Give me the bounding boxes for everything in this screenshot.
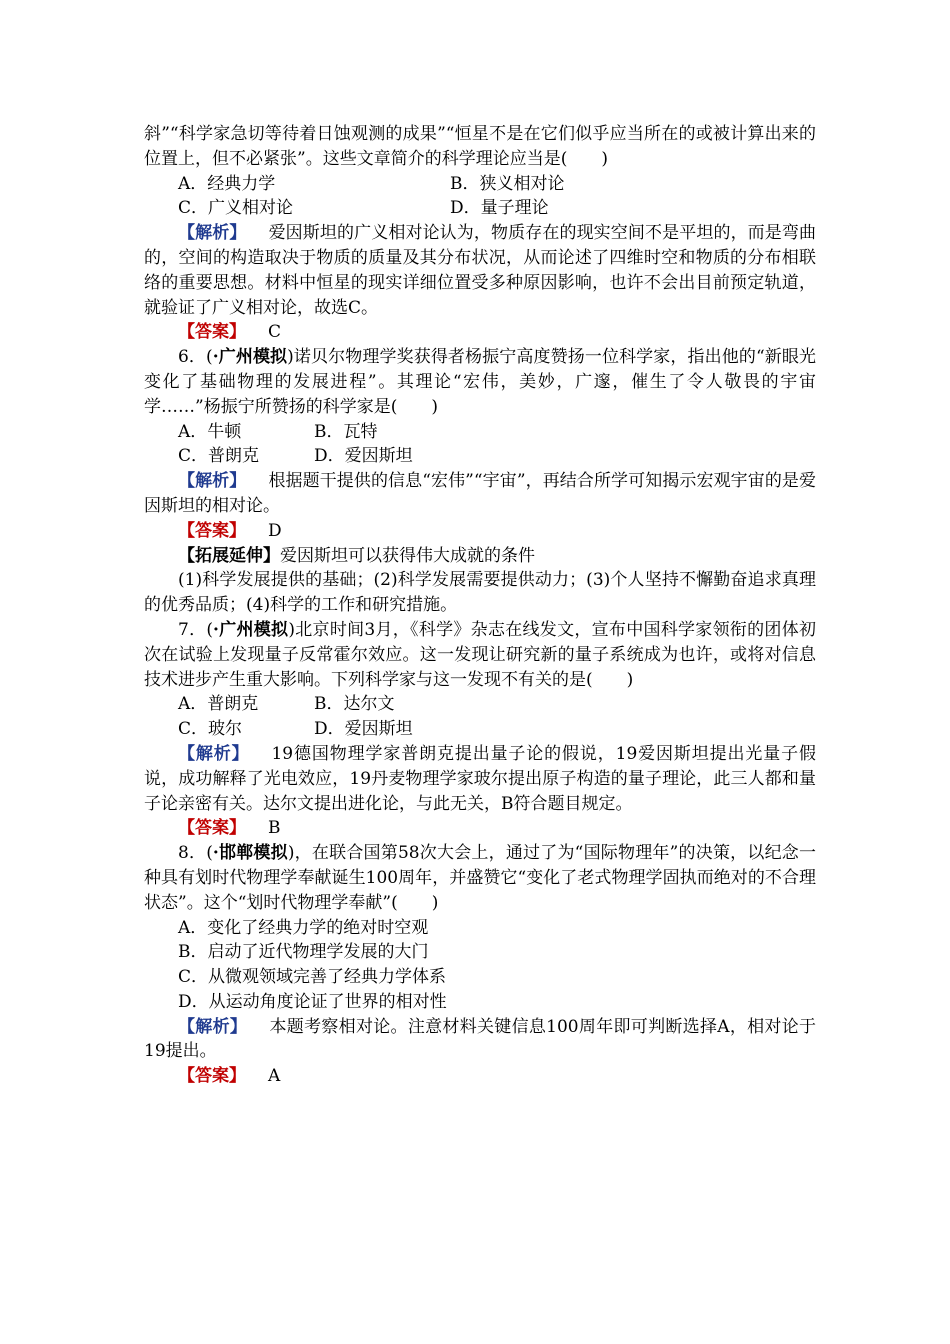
extend-label: 【拓展延伸】 [178,545,280,566]
q6-answer-value: D [268,520,282,541]
q5-option-a: A．经典力学 [178,173,276,194]
q6-option-b: B．瓦特 [314,421,378,442]
q7-stem [144,618,816,692]
q5-answer [144,320,816,345]
q7-source: ·广州模拟 [213,619,289,640]
q5-analysis [144,221,816,320]
q7-option-d: D．爱因斯坦 [314,719,413,740]
q8-option-c: C．从微观领域完善了经典力学体系 [178,967,447,988]
analysis-label: 【解析】 [178,471,247,492]
q8-text: )，在联合国第58次大会上，通过了为“国际物理年”的决策，以纪念一种具有划时代物理学奉献诞生100周年，并盛赞它“变化了老式物理学固执而绝对的不合理状态”。这个“划时代物理学奉献”( ) [144,843,816,913]
q7-option-a: A．普朗克 [178,694,259,715]
q6-option-d: D．爱因斯坦 [314,446,413,467]
q6-analysis-text: 根据题干提供的信息“宏伟”“宇宙”，再结合所学可知揭示宏观宇宙的是爱因斯坦的相对论。 [144,471,817,516]
q8-answer [144,1064,816,1089]
answer-label: 【答案】 [178,520,246,541]
q5-analysis-text: 爱因斯坦的广义相对论认为，物质存在的现实空间不是平坦的，而是弯曲的，空间的构造取决于物质的质量及其分布状况，从而论述了四维时空和物质的分布相联络的重要思想。材料中恒星的现实详细位置受多种原因影响，也许不会出目前预定轨道，就验证了广义相对论，故选C。 [144,223,817,318]
q6-options-row-1 [144,420,816,445]
q6-stem [144,345,816,419]
q8-source: ·邯郸模拟 [212,843,288,864]
q6-extend-body: (1)科学发展提供的基础；(2)科学发展需要提供动力；(3)个人坚持不懈勤奋追求真理的优秀品质；(4)科学的工作和研究措施。 [144,570,816,616]
q8-option-d: D．从运动角度论证了世界的相对性 [178,991,447,1012]
q7-text: )北京时间3月，《科学》杂志在线发文，宣布中国科学家领衔的团体初次在试验上发现量子反常霍尔效应。这一发现让研究新的量子系统成为也许，或将对信息技术进步产生重大影响。下列科学家与这一发现不有关的是( ) [144,619,816,690]
q5-answer-value: C [268,322,282,343]
q5-option-d: D．量子理论 [450,198,549,219]
q6-option-a: A．牛顿 [178,421,242,442]
q8-analysis [144,1015,816,1065]
q7-option-b: B．达尔文 [314,694,395,715]
q8-stem [144,841,816,915]
q5-options-row-2 [144,196,816,221]
q7-number: 7．( [178,619,214,640]
analysis-label: 【解析】 [178,743,250,764]
q7-analysis [144,742,816,816]
q7-answer [144,816,816,841]
q6-answer [144,519,816,544]
q6-extend-title [144,544,816,569]
answer-label: 【答案】 [178,1066,246,1087]
q5-option-b: B．狭义相对论 [450,173,565,194]
q7-answer-value: B [268,818,281,839]
document-page [144,122,816,1089]
q6-options-row-2 [144,444,816,469]
q8-analysis-text: 本题考察相对论。注意材料关键信息100周年即可判断选择A，相对论于19提出。 [144,1016,817,1062]
q7-option-c: C．玻尔 [178,719,243,740]
q6-text: )诺贝尔物理学奖获得者杨振宁高度赞扬一位科学家，指出他的“新眼光变化了基础物理的发展进程”。其理论“宏伟，美妙，广邃，催生了令人敬畏的宇宙学……”杨振宁所赞扬的科学家是( ) [144,347,816,417]
q8-answer-value: A [268,1066,281,1087]
q8-option-b: B．启动了近代物理学发展的大门 [178,942,429,963]
answer-label: 【答案】 [178,322,246,343]
q6-extend-title-text: 爱因斯坦可以获得伟大成就的条件 [280,545,535,566]
analysis-label: 【解析】 [178,223,247,244]
q6-analysis [144,469,816,519]
q5-option-c: C．广义相对论 [178,198,294,219]
q5-options-row-1 [144,172,816,197]
answer-label: 【答案】 [178,818,246,839]
q8-number: 8．( [178,843,213,864]
q6-number: 6．( [178,347,213,368]
q6-source: ·广州模拟 [212,347,288,368]
q5-stem: 斜”“科学家急切等待着日蚀观测的成果”“恒星不是在它们似乎应当所在的或被计算出来的位置上，但不必紧张”。这些文章简介的科学理论应当是( ) [144,124,816,169]
q7-options-row-2 [144,717,816,742]
q6-option-c: C．普朗克 [178,446,260,467]
q7-options-row-1 [144,692,816,717]
q7-analysis-text: 19德国物理学家普朗克提出量子论的假说，19爱因斯坦提出光量子假说，成功解释了光电效应，19丹麦物理学家玻尔提出原子构造的量子理论，此三人都和量子论亲密有关。达尔文提出进化论，与此无关，B符合题目规定。 [144,743,816,814]
q8-option-a: A．变化了经典力学的绝对时空观 [178,917,429,938]
analysis-label: 【解析】 [178,1016,248,1037]
